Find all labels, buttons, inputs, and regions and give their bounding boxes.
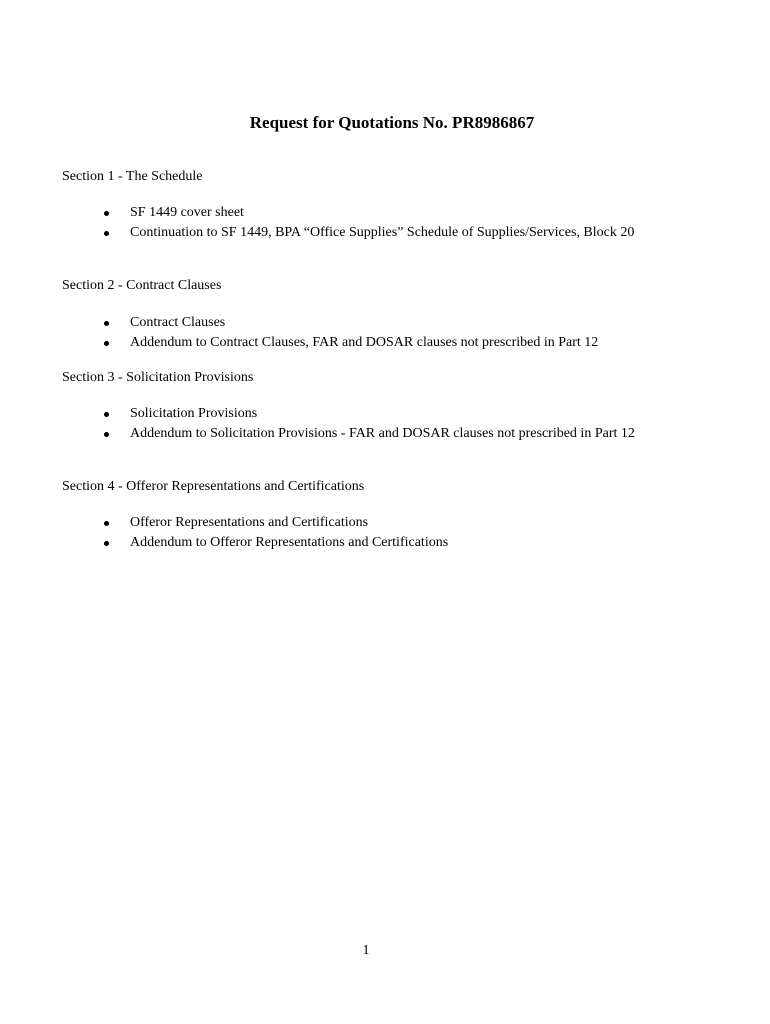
list-item [104,314,670,333]
list-item [104,405,670,424]
bullet-icon [104,412,109,417]
section-2-list [104,314,670,353]
list-item-text: SF 1449 cover sheet [130,205,244,220]
bullet-icon [104,321,109,326]
list-item [104,204,670,223]
section-3-heading: Section 3 - Solicitation Provisions [62,370,254,385]
bullet-icon [104,432,109,437]
bullet-icon [104,341,109,346]
section-2-heading: Section 2 - Contract Clauses [62,278,222,293]
list-item-text: Addendum to Contract Clauses, FAR and DOSAR clauses not prescribed in Part 12 [130,334,599,350]
section-1-heading: Section 1 - The Schedule [62,169,203,184]
list-item-text: Offeror Representations and Certifications [130,515,369,530]
page-number: 1 [362,943,370,958]
section-3-list [104,405,670,444]
list-item-text: Continuation to SF 1449, BPA “Office Supplies” Schedule of Supplies/Services, Block 20 [130,224,635,240]
list-item-text: Addendum to Solicitation Provisions - FAR and DOSAR clauses not prescribed in Part 12 [130,425,635,441]
bullet-icon [104,231,109,236]
section-4-heading: Section 4 - Offeror Representations and Certifications [62,479,365,494]
section-1-list [104,204,670,243]
list-item [104,425,670,444]
bullet-icon [104,521,109,526]
section-4-list [104,514,670,553]
bullet-icon [104,211,109,216]
list-item [104,224,670,243]
document-title: Request for Quotations No. PR8986867 [249,113,535,132]
list-item-text: Contract Clauses [130,315,226,330]
list-item [104,514,670,533]
list-item [104,334,670,353]
list-item [104,534,670,553]
list-item-text: Solicitation Provisions [130,406,258,421]
bullet-icon [104,541,109,546]
list-item-text: Addendum to Offeror Representations and Certifications [130,534,449,550]
